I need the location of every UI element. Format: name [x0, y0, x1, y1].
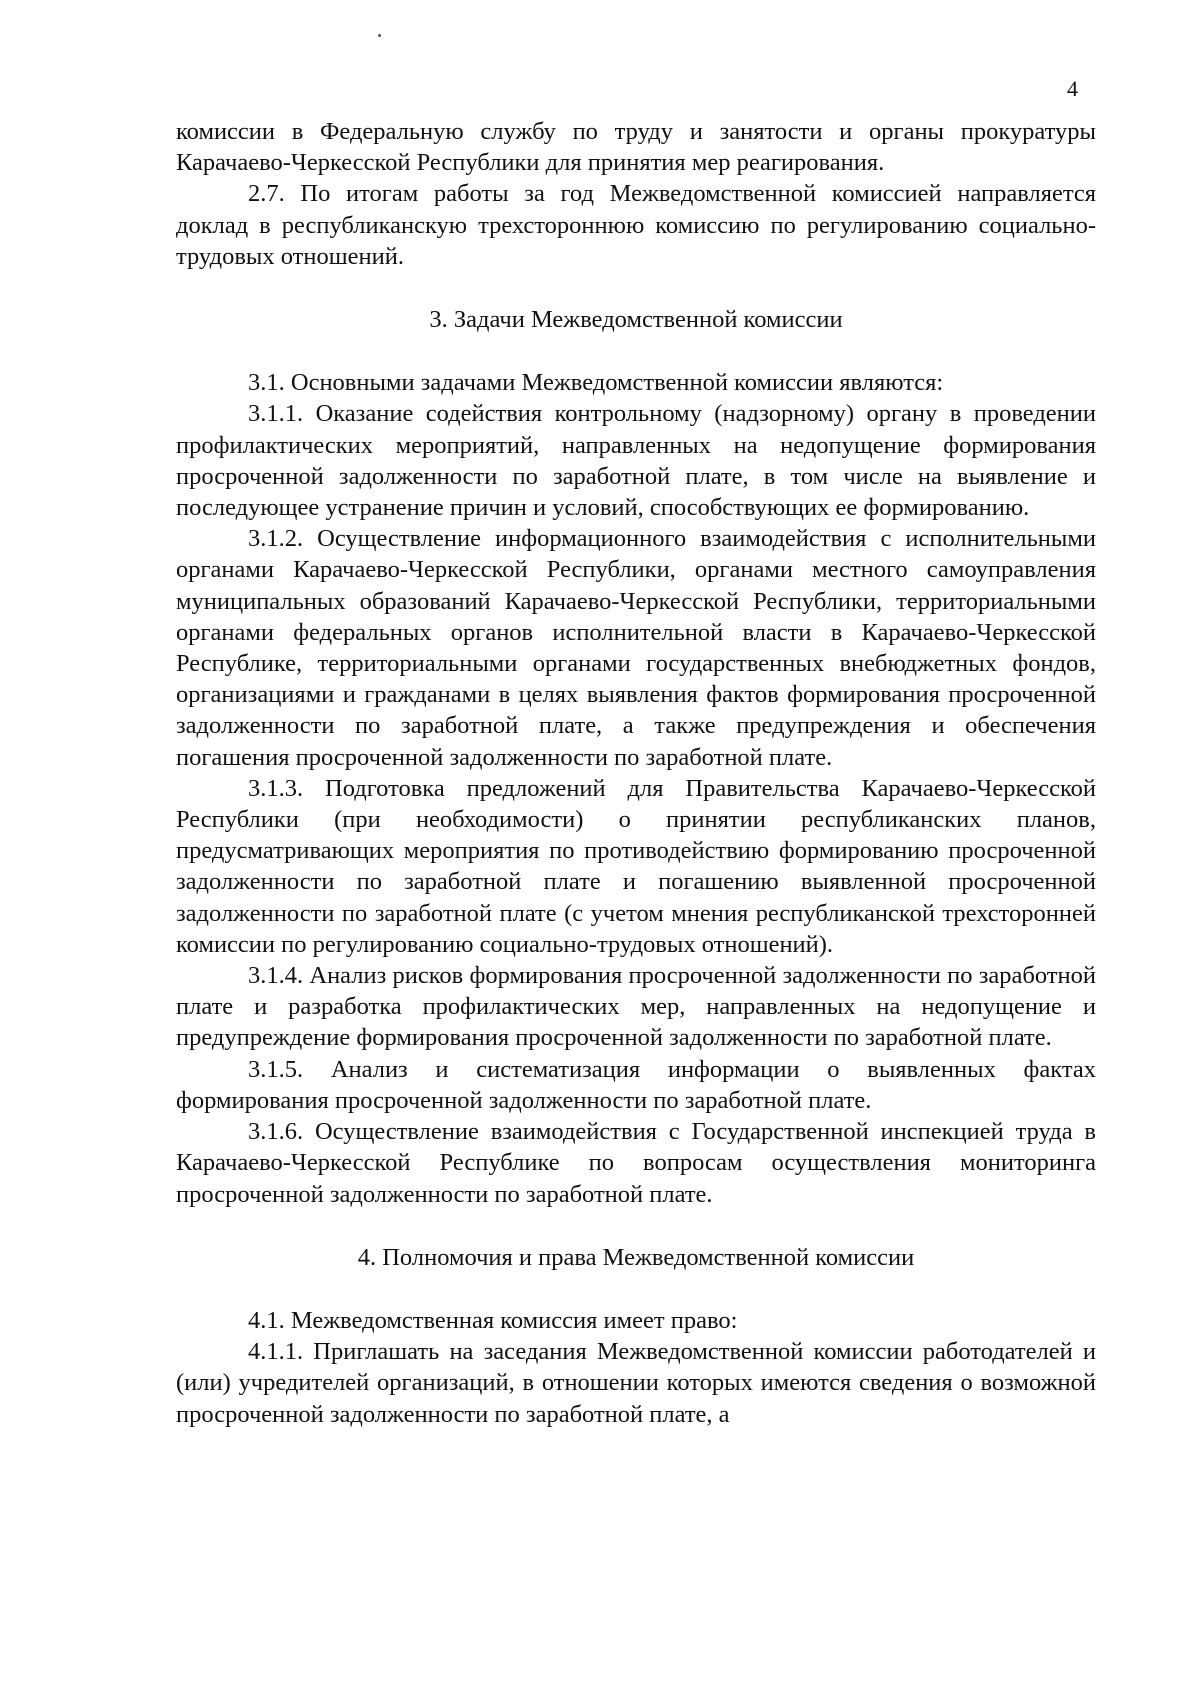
intro-paragraph-continuation: комиссии в Федеральную службу по труду и занятости и органы прокуратуры Карачаево-Черкесской Республики для принятия мер реагирования. [176, 118, 1096, 177]
paragraph-4-1-1: 4.1.1. Приглашать на заседания Межведомственной комиссии работодателей и (или) учредителей организаций, в отношении которых имеются сведения о возможной просроченной задолженности по заработной плате, а [176, 1338, 1096, 1428]
document-body [176, 116, 1096, 1430]
paragraph-3-1-5: 3.1.5. Анализ и систематизация информации о выявленных фактах формирования просроченной задолженности по заработной плате. [176, 1055, 1096, 1114]
paragraph-4-1: 4.1. Межведомственная комиссия имеет право: [248, 1306, 738, 1334]
paragraph-3-1-3: 3.1.3. Подготовка предложений для Правительства Карачаево-Черкесской Республики (при необходимости) о принятии республиканских планов, предусматривающих мероприятия по противодействию формированию просроченной задолженности по заработной плате и погашению выявленной просроченной задолженности по заработной плате (с учетом мнения республиканской трехсторонней комиссии по регулированию социально-трудовых отношений). [176, 774, 1096, 958]
paragraph-3-1-1: 3.1.1. Оказание содействия контрольному (надзорному) органу в проведении профилактических мероприятий, направленных на недопущение формирования просроченной задолженности по заработной плате, в том числе на выявление и последующее устранение причин и условий, способствующих ее формированию. [176, 400, 1096, 522]
scan-speck [378, 34, 381, 37]
paragraph-3-1-4: 3.1.4. Анализ рисков формирования просроченной задолженности по заработной плате и разработка профилактических мер, направленных на недопущение и предупреждение формирования просроченной задолженности по заработной плате. [176, 962, 1096, 1052]
section-3-heading: 3. Задачи Межведомственной комиссии [429, 306, 843, 334]
paragraph-3-1-6: 3.1.6. Осуществление взаимодействия с Государственной инспекцией труда в Карачаево-Черкесской Республике по вопросам осуществления мониторинга просроченной задолженности по заработной плате. [176, 1118, 1096, 1208]
paragraph-3-1: 3.1. Основными задачами Межведомственной комиссии являются: [248, 369, 944, 397]
section-3-body [176, 367, 1096, 1209]
paragraph-2-7: 2.7. По итогам работы за год Межведомственной комиссией направляется доклад в республиканскую трехстороннюю комиссию по регулированию социально-трудовых отношений. [176, 180, 1096, 270]
page-number: 4 [1067, 76, 1078, 101]
section-4-heading: 4. Полномочия и права Межведомственной комиссии [357, 1243, 915, 1271]
paragraph-3-1-2: 3.1.2. Осуществление информационного взаимодействия с исполнительными органами Карачаево-Черкесской Республики, органами местного самоуправления муниципальных образований Карачаево-Черкесской Республики, территориальными органами федеральных органов исполнительной власти в Карачаево-Черкесской Республике, территориальными органами государственных внебюджетных фондов, организациями и гражданами в целях выявления фактов формирования просроченной задолженности по заработной плате, а также предупреждения и обеспечения погашения просроченной задолженности по заработной плате. [176, 525, 1096, 771]
section-4-body [176, 1305, 1096, 1430]
